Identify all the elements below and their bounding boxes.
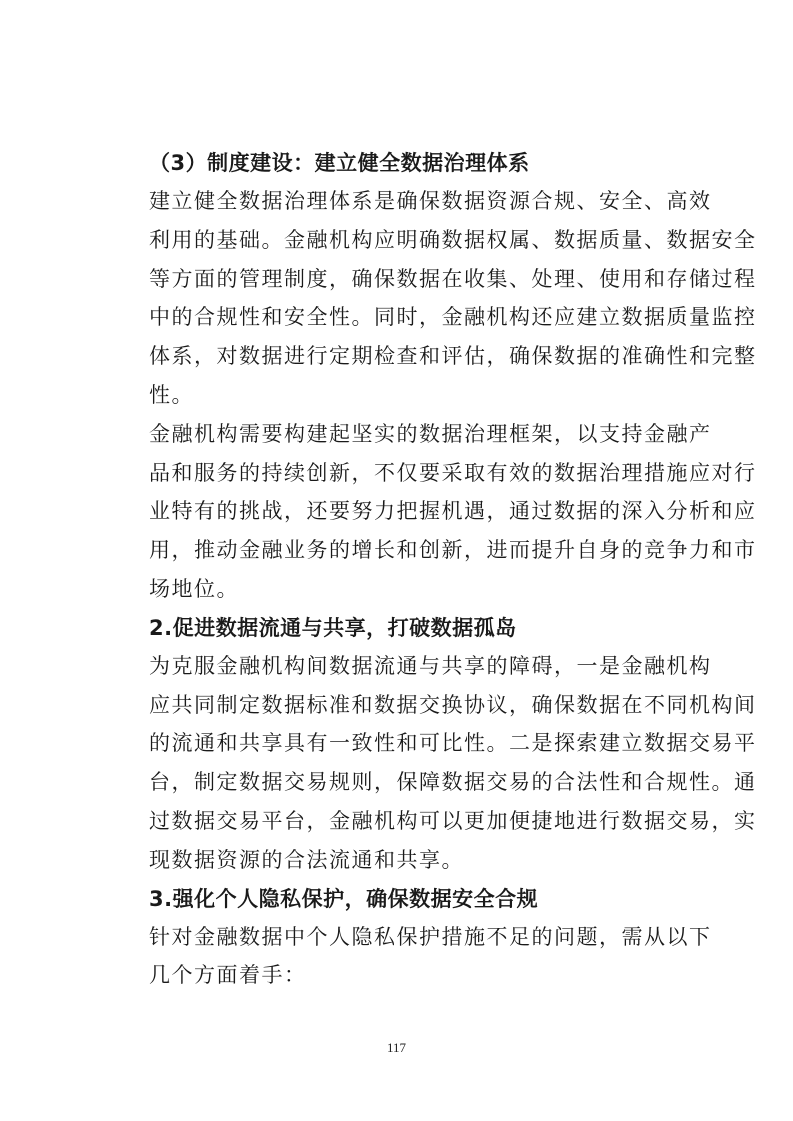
text-line: 几个方面着手：: [149, 963, 307, 988]
text-line: 利用的基础。金融机构应明确数据权属、数据质量、数据安全: [149, 227, 757, 252]
section-heading-privacy-protection: 3.强化个人隐私保护，确保数据安全合规: [149, 886, 539, 911]
paragraph-governance-framework: [107, 415, 757, 609]
text-line: 场地位。: [149, 576, 239, 601]
text-line: 中的合规性和安全性。同时，金融机构还应建立数据质量监控: [149, 305, 757, 330]
text-line: 性。: [149, 382, 194, 407]
paragraph-privacy-protection: [107, 918, 712, 996]
text-line: 体系，对数据进行定期检查和评估，确保数据的准确性和完整: [149, 344, 757, 369]
section-heading-data-sharing: 2.促进数据流通与共享，打破数据孤岛: [149, 615, 517, 640]
text-line: 用，推动金融业务的增长和创新，进而提升自身的竞争力和市: [149, 538, 757, 563]
paragraph-governance-system: [107, 182, 757, 415]
text-line: 过数据交易平台，金融机构可以更加便捷地进行数据交易，实: [149, 808, 757, 833]
text-line: 等方面的管理制度，确保数据在收集、处理、使用和存储过程: [149, 266, 757, 291]
text-line: 的流通和共享具有一致性和可比性。二是探索建立数据交易平: [149, 731, 757, 756]
page-number: 117: [386, 1040, 407, 1055]
section-heading-institution-building: （3）制度建设：建立健全数据治理体系: [149, 151, 530, 175]
text-line: 业特有的挑战，还要努力把握机遇，通过数据的深入分析和应: [149, 499, 757, 524]
page-content: [107, 144, 757, 995]
text-line: 为克服金融机构间数据流通与共享的障碍，一是金融机构: [149, 653, 712, 678]
text-line: 针对金融数据中个人隐私保护措施不足的问题，需从以下: [149, 924, 712, 949]
text-line: 金融机构需要构建起坚实的数据治理框架，以支持金融产: [149, 421, 712, 446]
paragraph-data-sharing: [107, 647, 757, 880]
text-line: 现数据资源的合法流通和共享。: [149, 847, 464, 872]
text-line: 应共同制定数据标准和数据交换协议，确保数据在不同机构间: [149, 692, 757, 717]
text-line: 建立健全数据治理体系是确保数据资源合规、安全、高效: [149, 189, 712, 213]
text-line: 品和服务的持续创新，不仅要采取有效的数据治理措施应对行: [149, 460, 757, 485]
text-line: 台，制定数据交易规则，保障数据交易的合法性和合规性。通: [149, 770, 757, 795]
